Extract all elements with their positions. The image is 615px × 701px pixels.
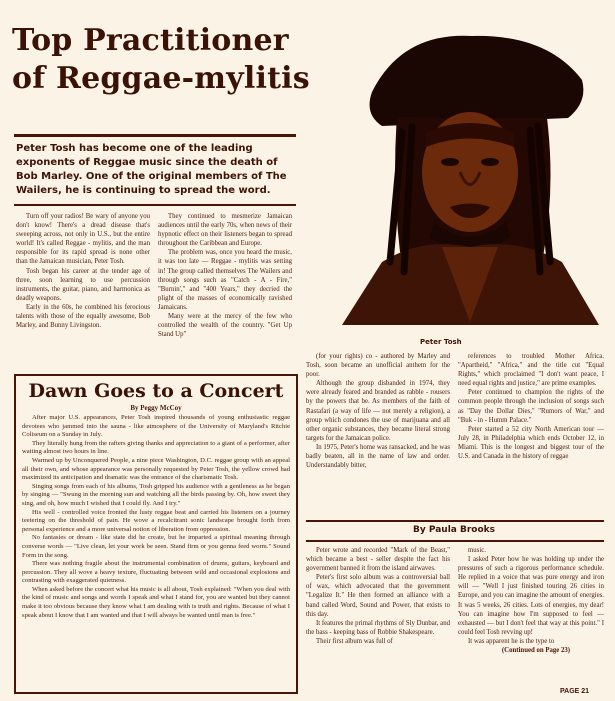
col2-paragraph: Many were at the mercy of the few who controlled the wealth of the country. "Get Up Stand Up": [158, 313, 292, 339]
box-title: Dawn Goes to a Concert: [28, 380, 284, 402]
col2-paragraph: They continued to mesmerize Jamaican audiences until the early 70s, when news of their hypnotic effect on their listeners began to spread throughout the Caribbean and Europe.: [158, 213, 292, 248]
article-column-6: [458, 546, 604, 684]
article-column-2: [158, 212, 292, 370]
col3-paragraph: In 1975, Peter's home was ransacked, and he was badly beaten, all in the name of law and order. Understandably bitter,: [306, 443, 450, 470]
col4-paragraph: Peter started a 52 city North American tour — July 28, in Philadelphia which ends October 12, in Miami. This is the longest and biggest tour of the U.S. and Canada in the history of reggae: [458, 425, 604, 461]
col5-paragraph: It features the primal rhythms of Sly Dunbar, and the bass - keeping bass of Robbie Shakespeare.: [306, 619, 450, 636]
col5-paragraph: Peter wrote and recorded "Mark of the Beast," which became a best - seller despite the fact his government banned it from the island airwaves.: [306, 547, 450, 573]
peter-tosh-photo: [342, 22, 599, 325]
deck-rule: [14, 204, 296, 206]
box-paragraph: His well - controlled voice fronted the lusty reggae beat and carried his listeners on a journey teetering on the threshold of pain. He wove a recalcitrant sonic landscape brought forth from personal experience and a more universal notion of liberation from oppression.: [22, 508, 290, 533]
col3-paragraph: (for your rights) co - authored by Marley and Tosh, soon became an unofficial anthem for the poor.: [306, 353, 450, 379]
page-label: PAGE 21: [560, 688, 590, 695]
col1-paragraph: Turn off your radios! Be wary of anyone you don't know! There's a dread disease that's sweeping across, not only in U.S., but the entire world! It's called Reggae - mylitis, and the man responsible for its rapid spread is none other than the Jamaican musician, Peter Tosh.: [16, 213, 150, 266]
col5-paragraph: Peter's first solo album was a controversial ball of wax, which advocated that the government "Legalize It." He then formed an alliance with a band called Word, Sound and Power, that exists to this day.: [306, 574, 450, 618]
article-column-1: [16, 212, 150, 370]
col6-paragraph: I asked Peter how he was holding up under the pressures of such a rigorous performance schedule. He replied in a voice that was pure energy and iron will — "Well I just finished touring 26 cities in Europe, and you can imagine the amount of energies. It was 5 weeks, 26 cities. Lots of energies, my dear! You can imagine how I'm supposed to feel — exhausted — but I don't feel that way at this point." I could feel Tosh revving up!: [458, 556, 604, 636]
box-body: [22, 414, 290, 688]
article-column-3: [306, 352, 450, 518]
headline: [12, 22, 342, 98]
box-paragraph: Warmed up by Unconquered People, a nine piece Washington, D.C. reggae group with an appeal all their own, and whose appearance was personally requested by Peter Tosh, the yellow crowd had maximized its anticipation and dramatic was the entrance of the charismatic Tosh.: [22, 456, 290, 482]
box-paragraph: Singing songs from each of his albums, Tosh gripped his audience with a gentleness as he began by singing — "Swung in the morning sun and watching all the birds passing by. Oh, how sweet they sing, and oh, how much I wished that I could fly. And I try.": [22, 482, 290, 507]
box-byline: By Peggy McCoy: [130, 404, 182, 412]
col1-paragraph: Tosh began his career at the tender age of three, soon learning to use percussion instruments, the guitar, piano, and harmonica as deadly weapons.: [16, 267, 150, 302]
byline-rule-top: [306, 520, 604, 522]
continued-note: (Continued on Page 23): [501, 647, 571, 655]
deck: Peter Tosh has become one of the leading exponents of Reggae music since the death of Bob Marley. One of the original members of The Wailers, he is continuing to spread the word.: [16, 143, 287, 196]
col6-paragraph: music.: [468, 547, 486, 554]
byline-rule-bottom: [306, 540, 604, 542]
headline-line-1: Top Practitioner: [12, 23, 289, 58]
col4-paragraph: references to troubled Mother Africa. "Apartheid," "Africa," and the title cut "Equal Rights," which proclaimed "I don't want peace, I need equal rights and justice," are prime examples.: [458, 353, 604, 388]
box-paragraph: No fantasies or dream - like state did he create, but he imparted a spiritual meaning through converse words — "Live clean, let your work be seen. Stand firm or you gonna feed worm." Sound Form in the song.: [22, 534, 290, 559]
col3-paragraph: Although the group disbanded in 1974, they were already feared and branded as rabble - rousers by the powers that be. As members of the faith of Rastafari (a way of life — not merely a religion), a group which condones the use of marijuana and all other organic substances, they became literal strong targets for the Jamaican police.: [306, 380, 450, 442]
article-column-5: [306, 546, 450, 694]
box-paragraph: When asked before the concert what his music is all about, Tosh explained: "When you deal with the kind of music and songs and words I speak and what I stand for, you are wanted but they cannot make it too obvious because they know what I am dealing with is truth and rights. Because of what I speak about I know that I am wanted and that I will always be wanted until man is free.": [22, 585, 290, 619]
col5-paragraph: Their first album was full of: [316, 637, 393, 645]
box-paragraph: There was nothing fragile about the instrumental combination of drums, guitars, keyboard and percussion. They all wove a heavy texture, fluctuating between wild and occasional explosions and contrasting with exaggerated quietness.: [22, 560, 290, 585]
box-paragraph: After major U.S. appearances, Peter Tosh inspired thousands of young enthusiastic reggae devotees who jammed into the sauna - like atmosphere of the University of Maryland's Ritchie Coliseum on a Sunday in July.: [22, 414, 290, 439]
headline-line-2: of Reggae-mylitis: [12, 61, 310, 96]
col2-paragraph: The problem was, once you heard the music, it was too late — Reggae - mylitis was setting in! The group called themselves The Wailers and through songs such as "Catch - A - Fire," "Burnin'," and "400 Years," they decried the plight of the masses of economically ravished Jamaicans.: [158, 249, 292, 311]
photo-caption: Peter Tosh: [420, 338, 462, 346]
headline-rule: [14, 134, 296, 137]
col4-paragraph: Peter continued to champion the rights of the common people through the inclusion of songs such as "Day the Dollar Dies," "Rumors of War," and "Buk - in - Humm Palace.": [458, 389, 604, 424]
byline-paula-brooks: By Paula Brooks: [413, 525, 495, 535]
col6-paragraph: It was apparent he is the type to: [468, 637, 555, 645]
col1-paragraph: Early in the 60s, he combined his ferocious talents with those of the equally awesome, Bob Marley, and Bunny Livingston.: [16, 303, 150, 330]
article-column-4: [458, 352, 604, 518]
box-paragraph: They literally hung from the rafters giving thanks and appreciation to a giant of a performer, after waiting almost two hours in line.: [22, 439, 290, 456]
portrait-illustration: [342, 22, 599, 325]
